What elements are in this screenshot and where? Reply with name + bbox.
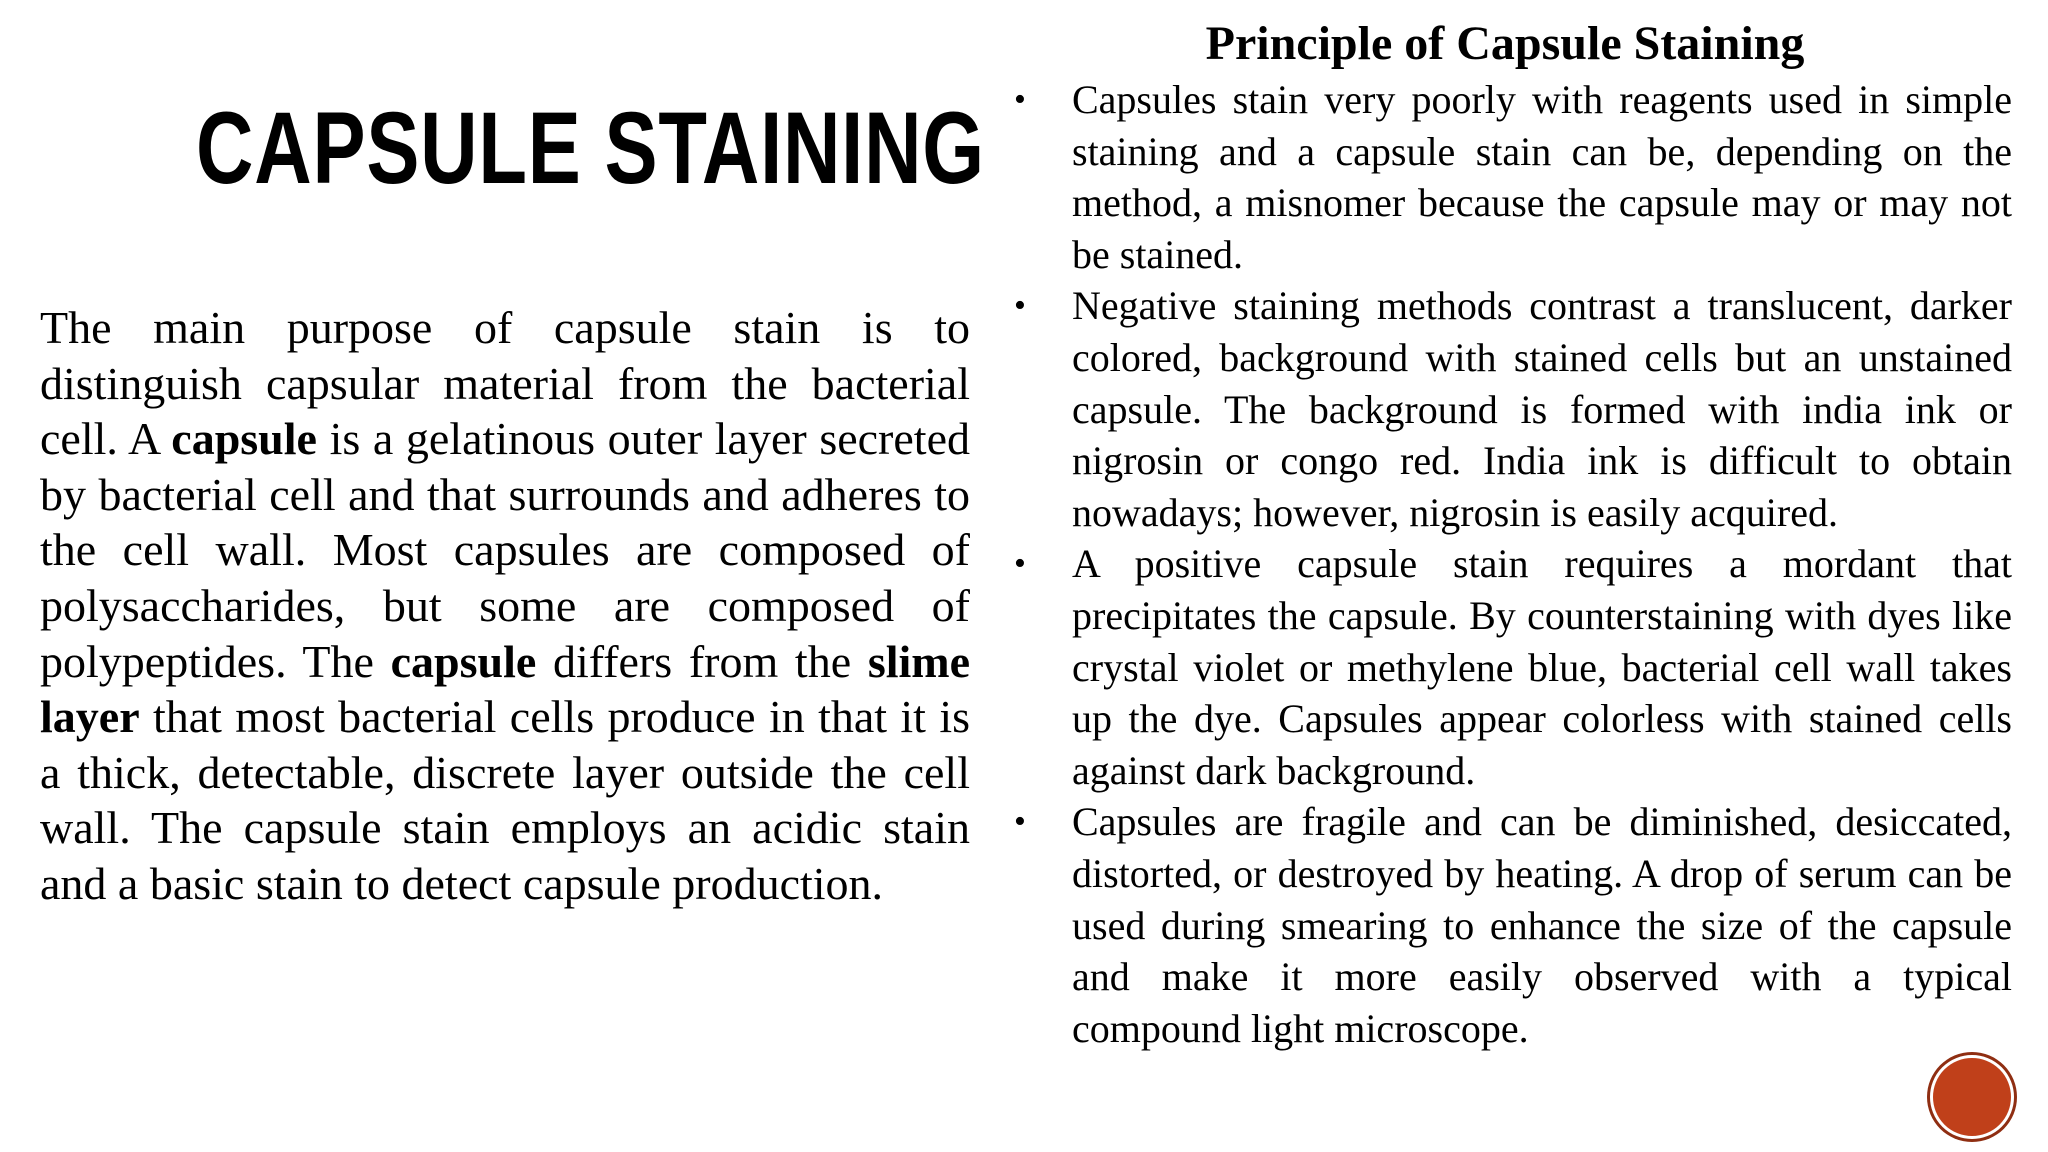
slide-number-badge-icon <box>1930 1055 2014 1139</box>
intro-paragraph <box>40 300 970 912</box>
intro-bold-capsule: capsule <box>171 413 317 465</box>
bullet-text: Negative staining methods contrast a translucent, darker colored, background with stained cells but an unstained capsule. The background is formed with india ink or nigrosin or congo red. India ink is difficult to obtain nowadays; however, nigrosin is easily acquired. <box>1072 283 2012 535</box>
intro-text-1: The main purpose of capsule stain is to distinguish capsular material from the bacterial cell. A <box>40 302 970 465</box>
intro-bold-slime-layer: slime layer <box>40 635 971 743</box>
bullet-item <box>1000 796 2012 1054</box>
bullet-dot-icon: • <box>1014 803 1026 841</box>
intro-text-2: is a gelatinous outer layer secreted by bacterial cell and that surrounds and adheres to the cell wall. Most capsules are composed of polysaccharides, but some are composed of polypeptides. The <box>40 413 970 687</box>
bullet-dot-icon: • <box>1014 81 1026 118</box>
bullet-dot-icon: • <box>1014 287 1026 325</box>
bullet-item <box>1000 74 2012 280</box>
intro-text-4: that most bacterial cells produce in that it is a thick, detectable, discrete layer outside the cell wall. The capsule stain employs an acidic stain and a basic stain to detect capsule production. <box>40 691 970 909</box>
intro-text-3: differs from the <box>536 635 868 687</box>
bullet-text: A positive capsule stain requires a mordant that precipitates the capsule. By counterstaining with dyes like crystal violet or methylene blue, bacterial cell wall takes up the dye. Capsules appear colorless with stained cells against dark background. <box>1072 541 2012 793</box>
bullet-dot-icon: • <box>1014 545 1026 583</box>
bullet-item <box>1000 280 2012 538</box>
intro-bold-capsule-2: capsule <box>390 635 537 687</box>
bullet-text: Capsules stain very poorly with reagents used in simple staining and a capsule stain can be, depending on the method, a misnomer because the capsule may or may not be stained. <box>1072 77 2012 277</box>
principle-bullet-list <box>1000 74 2012 1054</box>
principle-heading: Principle of Capsule Staining <box>1205 17 1805 70</box>
slide-title: CAPSULE STAINING <box>196 91 985 205</box>
bullet-item <box>1000 538 2012 796</box>
bullet-text: Capsules are fragile and can be diminished, desiccated, distorted, or destroyed by heating. A drop of serum can be used during smearing to enhance the size of the capsule and make it more easily observed with a typical compound light microscope. <box>1072 799 2012 1051</box>
